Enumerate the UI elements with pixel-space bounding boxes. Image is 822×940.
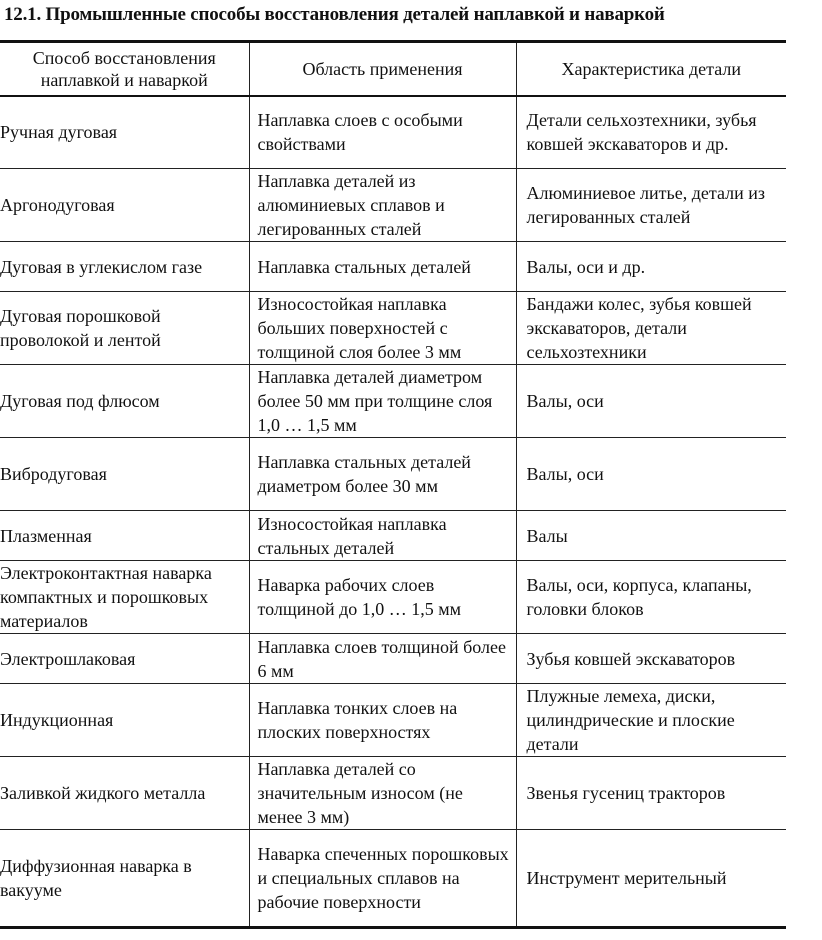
cell-characteristic: Бандажи колес, зубья ковшей экскаваторов, детали сельхозтехники (516, 292, 786, 365)
header-method: Способ восстановления наплавкой и наваркой (0, 42, 249, 96)
cell-application: Наплавка стальных деталей (249, 242, 516, 292)
table-header (0, 42, 786, 96)
table-row (0, 169, 786, 242)
header-row (0, 42, 786, 96)
cell-application: Наплавка стальных деталей диаметром более 30 мм (249, 438, 516, 511)
cell-application: Наплавка тонких слоев на плоских поверхностях (249, 684, 516, 757)
cell-application: Наварка спеченных порошковых и специальных сплавов на рабочие поверхности (249, 830, 516, 928)
cell-method: Индукционная (0, 684, 249, 757)
cell-method: Дуговая под флюсом (0, 365, 249, 438)
cell-method: Заливкой жидкого металла (0, 757, 249, 830)
table-row (0, 634, 786, 684)
cell-characteristic: Валы (516, 511, 786, 561)
cell-application: Износостойкая наплавка больших поверхностей с толщиной слоя более 3 мм (249, 292, 516, 365)
table-row (0, 292, 786, 365)
cell-application: Наплавка деталей из алюминиевых сплавов и легированных сталей (249, 169, 516, 242)
cell-application: Наплавка слоев толщиной более 6 мм (249, 634, 516, 684)
cell-application: Износостойкая наплавка стальных деталей (249, 511, 516, 561)
cell-characteristic: Валы, оси (516, 438, 786, 511)
cell-method: Диффузионная наварка в вакууме (0, 830, 249, 928)
cell-characteristic: Алюминиевое литье, детали из легированных сталей (516, 169, 786, 242)
table-row (0, 757, 786, 830)
cell-characteristic: Валы, оси и др. (516, 242, 786, 292)
cell-method: Дуговая в углекислом газе (0, 242, 249, 292)
cell-method: Плазменная (0, 511, 249, 561)
cell-application: Наплавка деталей со значительным износом (не менее 3 мм) (249, 757, 516, 830)
cell-characteristic: Плужные лемеха, диски, цилиндрические и плоские детали (516, 684, 786, 757)
cell-characteristic: Зубья ковшей экскаваторов (516, 634, 786, 684)
cell-characteristic: Инструмент мерительный (516, 830, 786, 928)
table-row (0, 561, 786, 634)
table-row (0, 96, 786, 169)
table-row (0, 684, 786, 757)
cell-application: Наплавка слоев с особыми свойствами (249, 96, 516, 169)
cell-characteristic: Детали сельхозтехники, зубья ковшей экскаваторов и др. (516, 96, 786, 169)
restoration-methods-table (0, 40, 786, 929)
table-row (0, 438, 786, 511)
table-row (0, 365, 786, 438)
cell-method: Электроконтактная наварка компактных и порошковых материалов (0, 561, 249, 634)
table-caption: 12.1. Промышленные способы восстановления деталей наплавкой и наваркой (4, 4, 665, 25)
table-row (0, 830, 786, 928)
header-part-characteristic: Характеристика детали (516, 42, 786, 96)
cell-method: Дуговая порошковой проволокой и лентой (0, 292, 249, 365)
cell-application: Наплавка деталей диаметром более 50 мм при толщине слоя 1,0 … 1,5 мм (249, 365, 516, 438)
cell-characteristic: Валы, оси (516, 365, 786, 438)
cell-method: Ручная дуговая (0, 96, 249, 169)
cell-characteristic: Звенья гусениц тракторов (516, 757, 786, 830)
table-row (0, 511, 786, 561)
header-application: Область применения (249, 42, 516, 96)
cell-method: Аргонодуговая (0, 169, 249, 242)
cell-application: Наварка рабочих слоев толщиной до 1,0 … 1,5 мм (249, 561, 516, 634)
table-row (0, 242, 786, 292)
cell-method: Вибродуговая (0, 438, 249, 511)
table-body (0, 96, 786, 928)
cell-characteristic: Валы, оси, корпуса, клапаны, головки блоков (516, 561, 786, 634)
cell-method: Электрошлаковая (0, 634, 249, 684)
